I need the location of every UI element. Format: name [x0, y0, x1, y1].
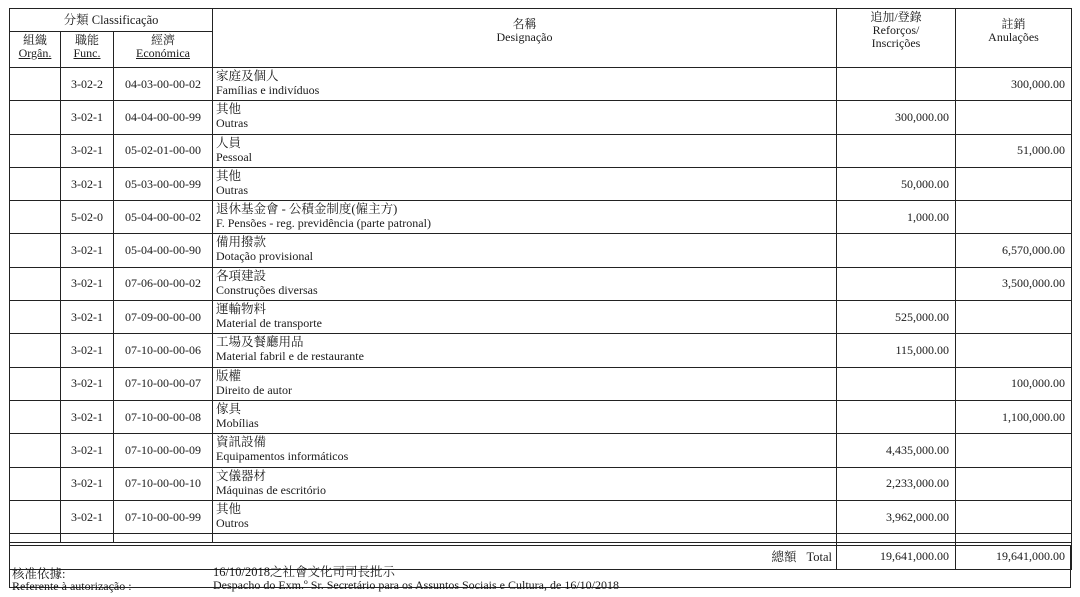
econ-code-cell: 05-02-01-00-00	[114, 134, 213, 167]
annulment-cell: 1,100,000.00	[956, 400, 1072, 433]
annulments-header	[956, 9, 1072, 68]
designation-pt: Outros	[216, 515, 249, 530]
table-row	[10, 301, 1072, 334]
reinforcement-cell	[837, 267, 956, 300]
designation-pt: F. Pensões - reg. previdência (parte patronal)	[216, 216, 431, 231]
org-header-pt: Orgân.	[18, 46, 52, 60]
designation-zh: 其他	[216, 501, 242, 516]
econ-code-cell: 07-10-00-00-07	[114, 367, 213, 400]
designation-zh: 其他	[216, 168, 242, 183]
annulment-cell	[956, 467, 1072, 500]
org-cell	[10, 101, 61, 134]
func-header-zh: 職能	[74, 33, 99, 47]
func-code-cell: 3-02-1	[61, 134, 114, 167]
table-row	[10, 367, 1072, 400]
designation-zh: 版權	[216, 368, 242, 383]
table-body	[10, 68, 1072, 534]
designation-cell	[213, 467, 837, 500]
annulment-cell	[956, 201, 1072, 234]
table-row	[10, 334, 1072, 367]
reinforcement-cell: 4,435,000.00	[837, 434, 956, 467]
table-row	[10, 467, 1072, 500]
func-code-cell: 3-02-1	[61, 434, 114, 467]
reinforcement-cell	[837, 134, 956, 167]
org-cell	[10, 467, 61, 500]
func-code-cell: 3-02-1	[61, 400, 114, 433]
designation-pt: Material fabril e de restaurante	[216, 349, 364, 364]
econ-code-cell: 07-10-00-00-06	[114, 334, 213, 367]
org-cell	[10, 234, 61, 267]
authorization-value-pt: Despacho do Exm.º Sr. Secretário para os Assuntos Sociais e Cultura, de 16/10/2018	[213, 578, 619, 592]
designation-zh: 運輸物料	[216, 302, 267, 317]
econ-code-cell: 07-06-00-00-02	[114, 267, 213, 300]
org-cell	[10, 301, 61, 334]
designation-header-zh: 名稱	[512, 17, 537, 31]
table-row	[10, 500, 1072, 533]
designation-pt: Outras	[216, 182, 248, 197]
designation-cell	[213, 167, 837, 200]
func-code-cell: 3-02-2	[61, 68, 114, 101]
table-row	[10, 134, 1072, 167]
authorization-footer	[9, 545, 1071, 593]
econ-header-zh: 經濟	[150, 33, 175, 47]
total-label-pt: Total	[806, 550, 832, 565]
reinforcement-cell	[837, 367, 956, 400]
designation-zh: 家庭及個人	[216, 69, 279, 83]
table-row	[10, 201, 1072, 234]
func-header	[61, 32, 114, 68]
org-cell	[10, 434, 61, 467]
designation-zh: 備用撥款	[216, 235, 267, 250]
econ-header	[114, 32, 213, 68]
reinforcements-header-zh: 追加/登錄	[870, 10, 922, 24]
reinforcement-cell: 2,233,000.00	[837, 467, 956, 500]
annulment-cell: 51,000.00	[956, 134, 1072, 167]
econ-header-pt: Económica	[136, 46, 190, 60]
reinforcement-cell	[837, 234, 956, 267]
designation-cell	[213, 334, 837, 367]
total-annulments: 19,641,000.00	[956, 543, 1072, 570]
reinforcements-header	[837, 9, 956, 68]
designation-pt: Construções diversas	[216, 282, 318, 297]
total-label-zh: 總額	[771, 550, 797, 565]
designation-zh: 退休基金會 - 公積金制度(僱主方)	[216, 202, 398, 217]
classification-header: 分類 Classificação	[10, 9, 213, 32]
func-code-cell: 3-02-1	[61, 167, 114, 200]
func-code-cell: 3-02-1	[61, 500, 114, 533]
designation-pt: Pessoal	[216, 149, 252, 164]
authorization-value-zh: 16/10/2018之社會文化司司長批示	[213, 565, 395, 579]
func-header-pt: Func.	[73, 46, 101, 60]
econ-code-cell: 05-04-00-00-90	[114, 234, 213, 267]
authorization-label-zh: 核准依據:	[12, 567, 66, 581]
econ-code-cell: 04-03-00-00-02	[114, 68, 213, 101]
designation-zh: 其他	[216, 102, 242, 117]
org-header-zh: 組織	[22, 33, 47, 47]
designation-zh: 傢具	[216, 401, 242, 416]
table-row	[10, 68, 1072, 101]
func-code-cell: 3-02-1	[61, 367, 114, 400]
designation-pt: Material de transporte	[216, 316, 322, 331]
reinforcement-cell: 50,000.00	[837, 167, 956, 200]
org-cell	[10, 334, 61, 367]
econ-code-cell: 07-10-00-00-99	[114, 500, 213, 533]
annulment-cell	[956, 101, 1072, 134]
org-cell	[10, 201, 61, 234]
func-code-cell: 3-02-1	[61, 334, 114, 367]
org-header	[10, 32, 61, 68]
org-cell	[10, 68, 61, 101]
designation-pt: Equipamentos informáticos	[216, 449, 349, 464]
designation-cell	[213, 201, 837, 234]
annulment-cell	[956, 301, 1072, 334]
func-code-cell: 3-02-1	[61, 101, 114, 134]
annulment-cell	[956, 500, 1072, 533]
designation-cell	[213, 500, 837, 533]
org-cell	[10, 400, 61, 433]
designation-pt: Dotação provisional	[216, 249, 313, 264]
econ-code-cell: 04-04-00-00-99	[114, 101, 213, 134]
designation-cell	[213, 400, 837, 433]
func-code-cell: 3-02-1	[61, 467, 114, 500]
reinforcements-header-pt2: Inscrições	[871, 36, 921, 50]
annulments-header-pt: Anulações	[988, 30, 1039, 44]
econ-code-cell: 07-10-00-00-09	[114, 434, 213, 467]
designation-pt: Direito de autor	[216, 382, 292, 397]
total-reinforcements: 19,641,000.00	[837, 543, 956, 570]
annulment-cell: 3,500,000.00	[956, 267, 1072, 300]
designation-cell	[213, 267, 837, 300]
org-cell	[10, 500, 61, 533]
designation-header-pt: Designação	[496, 30, 553, 44]
func-code-cell: 3-02-1	[61, 234, 114, 267]
designation-cell	[213, 367, 837, 400]
annulment-cell: 300,000.00	[956, 68, 1072, 101]
designation-cell	[213, 234, 837, 267]
annulment-cell: 100,000.00	[956, 367, 1072, 400]
reinforcement-cell: 115,000.00	[837, 334, 956, 367]
table-row	[10, 400, 1072, 433]
table-row	[10, 267, 1072, 300]
econ-code-cell: 07-09-00-00-00	[114, 301, 213, 334]
designation-zh: 文儀器材	[216, 468, 267, 483]
designation-zh: 各項建設	[216, 268, 267, 283]
reinforcements-header-pt1: Reforços/	[872, 23, 920, 37]
budget-document	[9, 8, 1071, 593]
designation-cell	[213, 301, 837, 334]
econ-code-cell: 05-03-00-00-99	[114, 167, 213, 200]
table-row	[10, 434, 1072, 467]
designation-pt: Mobílias	[216, 415, 259, 430]
designation-cell	[213, 134, 837, 167]
designation-pt: Famílias e indivíduos	[216, 83, 320, 97]
designation-zh: 人員	[216, 135, 242, 150]
reinforcement-cell: 3,962,000.00	[837, 500, 956, 533]
org-cell	[10, 167, 61, 200]
econ-code-cell: 05-04-00-00-02	[114, 201, 213, 234]
reinforcement-cell: 1,000.00	[837, 201, 956, 234]
designation-zh: 工場及餐廳用品	[216, 335, 304, 350]
annulments-header-zh: 註銷	[1001, 17, 1026, 31]
func-code-cell: 3-02-1	[61, 301, 114, 334]
reinforcement-cell	[837, 400, 956, 433]
econ-code-cell: 07-10-00-00-08	[114, 400, 213, 433]
designation-pt: Outras	[216, 116, 248, 131]
designation-pt: Máquinas de escritório	[216, 482, 326, 497]
designation-cell	[213, 68, 837, 101]
table-row	[10, 167, 1072, 200]
budget-table	[9, 8, 1072, 570]
reinforcement-cell: 525,000.00	[837, 301, 956, 334]
authorization-label-pt: Referente à autorização :	[12, 579, 132, 593]
table-row	[10, 101, 1072, 134]
econ-code-cell: 07-10-00-00-10	[114, 467, 213, 500]
reinforcement-cell	[837, 68, 956, 101]
org-cell	[10, 367, 61, 400]
designation-cell	[213, 101, 837, 134]
table-row	[10, 234, 1072, 267]
func-code-cell: 3-02-1	[61, 267, 114, 300]
annulment-cell	[956, 434, 1072, 467]
org-cell	[10, 134, 61, 167]
reinforcement-cell: 300,000.00	[837, 101, 956, 134]
func-code-cell: 5-02-0	[61, 201, 114, 234]
annulment-cell	[956, 167, 1072, 200]
designation-header	[213, 9, 837, 68]
annulment-cell: 6,570,000.00	[956, 234, 1072, 267]
annulment-cell	[956, 334, 1072, 367]
designation-zh: 資訊設備	[216, 435, 267, 450]
org-cell	[10, 267, 61, 300]
spacer-row	[10, 534, 1072, 543]
designation-cell	[213, 434, 837, 467]
